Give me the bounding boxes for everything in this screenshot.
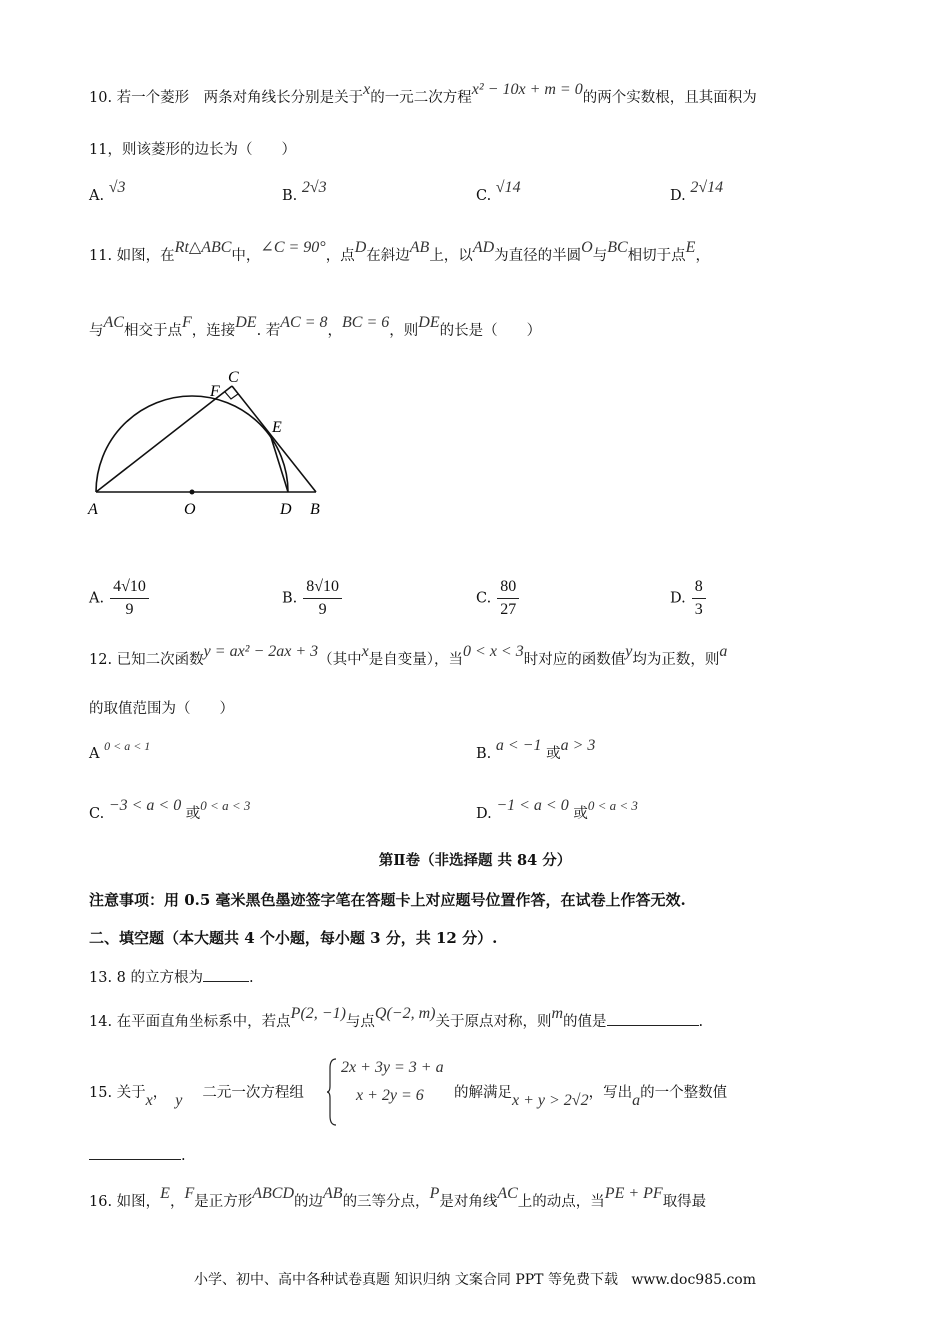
label-e: E (272, 419, 282, 436)
q11-line2 (89, 314, 542, 341)
q12-line2: 的取值范围为（ ） (89, 701, 234, 717)
option-label: C. (476, 590, 492, 607)
q11-option-b[interactable] (282, 576, 342, 621)
q16-text: 16. 如图， (89, 1194, 161, 1210)
option-value: √3 (108, 179, 126, 196)
answer-blank[interactable] (607, 1025, 699, 1026)
q11-segment: DE (235, 314, 257, 331)
option-value: 2√14 (690, 179, 724, 196)
q11-point: O (581, 239, 593, 256)
q16-text: ， (169, 1194, 185, 1210)
q11-option-d[interactable] (670, 576, 706, 621)
denominator: 27 (500, 601, 517, 618)
q15-var: y (175, 1092, 183, 1109)
option-label: D. (476, 806, 492, 822)
numerator: 8√10 (303, 576, 342, 599)
q16-text: 是对角线 (439, 1194, 498, 1210)
q14-point-q: Q(−2, m) (374, 1005, 436, 1022)
section-title: 第Ⅱ卷（非选择题 共 84 分） (378, 852, 572, 869)
q16-line1 (89, 1185, 707, 1212)
q15-line1b (454, 1083, 728, 1109)
option-fraction (692, 576, 706, 621)
q12-range: 0 < x < 3 (463, 643, 524, 660)
q15-var: a (632, 1092, 641, 1109)
q10-option-b[interactable] (282, 179, 327, 206)
option-fraction (497, 576, 519, 621)
q12-var: x (361, 643, 369, 660)
option-value: 0 < a < 3 (587, 798, 638, 813)
footer-link[interactable]: www.doc985.com (631, 1272, 757, 1288)
q15-text: ，写出 (588, 1085, 633, 1101)
q11-figure (80, 362, 340, 522)
q10-option-d[interactable] (670, 179, 724, 206)
option-label: A (89, 746, 100, 762)
option-label: A. (89, 590, 105, 607)
q16-point: F (184, 1185, 195, 1202)
q12-text: 12. 已知二次函数 (89, 652, 204, 668)
q10-line2: 11，则该菱形的边长为（ ） (89, 142, 296, 158)
q11-text: 在斜边 (366, 248, 410, 264)
q16-text: 的边 (294, 1194, 324, 1210)
label-o: O (184, 501, 196, 518)
option-fraction (303, 576, 342, 621)
q10-option-c[interactable] (476, 179, 521, 206)
q14-text: 关于原点对称，则 (435, 1014, 552, 1030)
label-b: B (310, 501, 320, 518)
q10-text: 10. 若一个菱形 两条对角线长分别是关于 (89, 90, 364, 106)
option-label: D. (670, 188, 686, 204)
q15-var: x (145, 1092, 153, 1109)
denominator: 9 (125, 601, 134, 618)
q11-segment: AC (103, 314, 124, 331)
q16-segment: AB (323, 1185, 343, 1202)
q11-text: 为直径的半圆 (494, 248, 582, 264)
denominator: 3 (694, 601, 703, 618)
q12-option-c[interactable] (89, 797, 251, 824)
q12-text: 是自变量），当 (368, 652, 464, 668)
q11-text: ， (695, 248, 710, 264)
q12-option-d[interactable] (476, 797, 638, 824)
q15-condition: x + y > 2√2 (512, 1092, 589, 1109)
option-value: −1 < a < 0 (496, 797, 569, 814)
q11-given: BC = 6 (342, 314, 390, 331)
q10-text: 的一元二次方程 (370, 90, 472, 106)
q14-text: 的值是 (563, 1014, 607, 1030)
option-label: D. (670, 590, 686, 607)
option-value: −3 < a < 0 (108, 797, 182, 814)
q15-eq2: x + 2y = 6 (356, 1087, 424, 1104)
q11-text: 与 (89, 323, 104, 339)
label-c: C (228, 369, 239, 386)
q11-point: E (685, 239, 696, 256)
or-word: 或 (546, 746, 561, 762)
q11-text: ，则 (389, 323, 419, 339)
q12-option-a[interactable] (89, 739, 151, 764)
footer (0, 1270, 950, 1290)
q16-text: 取得最 (662, 1194, 707, 1210)
q12-function: y = ax² − 2ax + 3 (203, 643, 319, 660)
notice: 注意事项：用 0.5 毫米黑色墨迹签字笔在答题卡上对应题号位置作答，在试卷上作答无效. (89, 891, 686, 909)
option-value: 0 < a < 1 (104, 739, 151, 753)
option-label: B. (282, 188, 298, 204)
option-label: C. (89, 806, 105, 822)
or-word: 或 (573, 806, 588, 822)
q11-option-a[interactable] (89, 576, 149, 621)
q15-end: . (181, 1148, 186, 1164)
q13-text: 13. 8 的立方根为 (89, 970, 204, 986)
q11-text: 中， (231, 248, 261, 264)
option-value: a < −1 (495, 737, 542, 754)
q16-square: ABCD (252, 1185, 295, 1202)
q15-text: 15. 关于 (89, 1085, 146, 1101)
q11-text: 相切于点 (627, 248, 686, 264)
q10-var-x: x (363, 81, 371, 98)
q14-text: 14. 在平面直角坐标系中，若点 (89, 1014, 291, 1030)
label-a: A (88, 501, 98, 518)
q12-line1 (89, 643, 728, 670)
brace (327, 1058, 337, 1126)
q12-text: 时对应的函数值 (523, 652, 626, 668)
option-fraction (110, 576, 149, 621)
q11-text: . 若 (256, 323, 281, 339)
option-value: 2√3 (301, 179, 327, 196)
q11-angle: ∠C = 90° (260, 239, 326, 256)
q13 (89, 968, 254, 988)
q11-line1 (89, 239, 710, 266)
q10-equation: x² − 10x + m = 0 (471, 81, 583, 98)
q16-point: E (160, 1185, 170, 1202)
q14-end: . (698, 1014, 704, 1030)
q10-line1 (89, 81, 757, 108)
center-point (190, 490, 195, 495)
option-label: C. (476, 188, 492, 204)
q11-text: ， (327, 323, 343, 339)
label-d: D (280, 501, 292, 518)
q11-given: AC = 8 (280, 314, 328, 331)
q12-text: 均为正数，则 (632, 652, 720, 668)
q12-var: a (719, 643, 728, 660)
q11-segment: AD (472, 239, 495, 256)
q11-option-c[interactable] (476, 576, 519, 621)
q14-var: m (551, 1005, 564, 1022)
q15-text: 二元一次方程组 (202, 1085, 304, 1101)
q16-text: 上的动点，当 (517, 1194, 605, 1210)
label-f: F (210, 383, 220, 400)
answer-blank[interactable] (203, 981, 249, 982)
q11-text: 11. 如图，在 (89, 248, 175, 264)
q11-segment: BC (607, 239, 628, 256)
q12-var: y (625, 643, 633, 660)
q11-text: ，连接 (191, 323, 236, 339)
q15-eq1: 2x + 3y = 3 + a (341, 1059, 444, 1076)
option-label: A. (89, 188, 105, 204)
q10-text: 的两个实数根，且其面积为 (582, 90, 757, 106)
numerator: 80 (497, 576, 519, 599)
q16-text: 的三等分点， (342, 1194, 430, 1210)
option-value: a > 3 (560, 737, 596, 754)
q14-text: 与点 (345, 1014, 375, 1030)
option-label: B. (476, 746, 492, 762)
segment-bc (232, 386, 316, 492)
q11-text: 相交于点 (123, 323, 182, 339)
q16-text: 是正方形 (194, 1194, 253, 1210)
q16-point: P (429, 1185, 440, 1202)
numerator: 4√10 (110, 576, 149, 599)
q11-segment: AB (409, 239, 430, 256)
q11-triangle: Rt△ABC (174, 239, 232, 256)
option-value: 0 < a < 3 (200, 798, 251, 813)
q14-point-p: P(2, −1) (290, 1005, 346, 1022)
option-value: √14 (495, 179, 521, 196)
q11-text: 的长是（ ） (439, 323, 542, 339)
q15-text: ， (152, 1085, 168, 1101)
q15-text: 的解满足 (454, 1085, 512, 1101)
q16-expression: PE + PF (604, 1185, 663, 1202)
q12-option-b[interactable] (476, 737, 596, 764)
q15-line1 (89, 1083, 304, 1109)
footer-text: 小学、初中、高中各种试卷真题 知识归纳 文案合同 PPT 等免费下载 (193, 1272, 618, 1288)
q14 (89, 1005, 704, 1032)
denominator: 9 (318, 601, 327, 618)
q10-option-a[interactable] (89, 179, 126, 206)
answer-blank[interactable] (89, 1159, 181, 1160)
q11-point: F (181, 314, 192, 331)
q11-text: 与 (592, 248, 608, 264)
q11-point: D (354, 239, 367, 256)
semicircle (96, 396, 288, 492)
q11-text: ，点 (325, 248, 355, 264)
numerator: 8 (692, 576, 706, 599)
q13-end: . (249, 970, 254, 986)
q12-text: （其中 (318, 652, 362, 668)
section-heading: 二、填空题（本大题共 4 个小题，每小题 3 分，共 12 分）. (89, 929, 498, 947)
q16-segment: AC (497, 1185, 518, 1202)
option-label: B. (282, 590, 298, 607)
q11-segment: DE (418, 314, 440, 331)
q15-text: 的一个整数值 (640, 1085, 728, 1101)
right-angle-mark (225, 392, 238, 399)
q11-text: 上，以 (429, 248, 473, 264)
segment-ac (96, 386, 232, 492)
q15-line2 (89, 1146, 186, 1166)
or-word: 或 (185, 806, 201, 822)
segment-de (270, 434, 288, 492)
